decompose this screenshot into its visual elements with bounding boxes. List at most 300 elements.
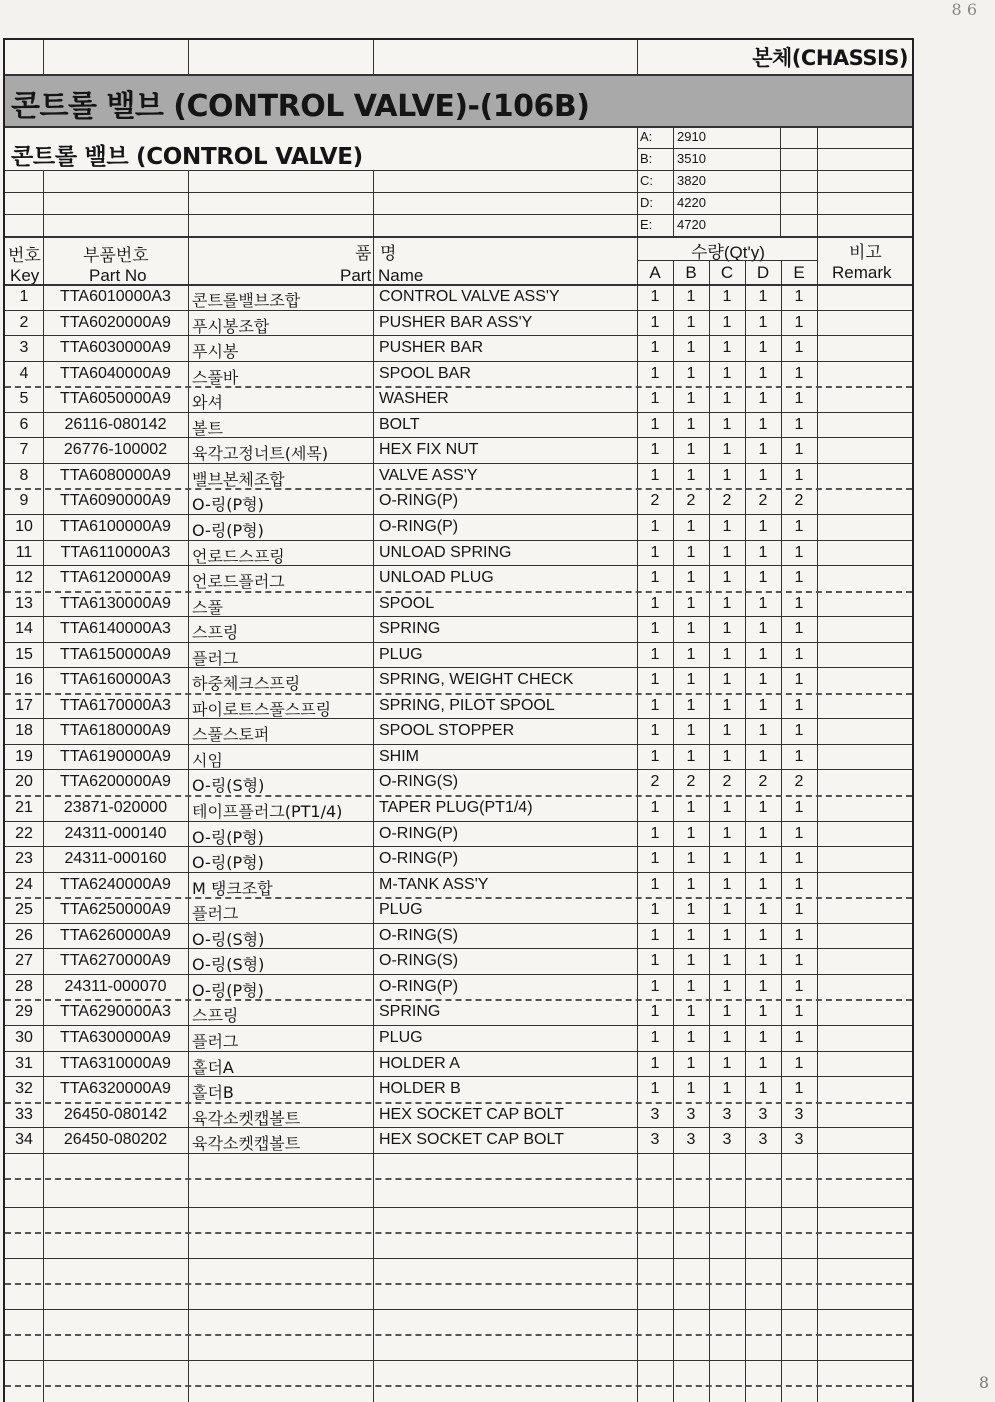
header-remark-en: Remark (832, 263, 892, 282)
row-qty-c: 1 (722, 722, 732, 740)
row-name-english: SPRING (379, 620, 441, 638)
row-qty-e: 1 (794, 466, 804, 484)
row-qty-e: 1 (794, 313, 804, 331)
row-qty-d: 1 (758, 441, 768, 459)
row-qty-c: 1 (722, 875, 732, 893)
row-name-korean: 콘트롤밸브조합 (192, 291, 301, 310)
row-qty-a: 1 (650, 645, 660, 663)
model-code: 4220 (677, 195, 706, 210)
row-name-korean: 파이로트스풀스프링 (192, 699, 332, 719)
grid-line (5, 214, 637, 215)
row-key: 31 (15, 1054, 33, 1072)
row-name-korean: 홀더B (192, 1083, 234, 1103)
row-key: 5 (19, 390, 29, 408)
row-qty-c: 1 (722, 926, 732, 944)
grid-line (5, 1309, 912, 1310)
row-qty-a: 3 (650, 1131, 660, 1149)
grid-line (5, 192, 637, 193)
row-name-english: VALVE ASS'Y (379, 466, 478, 484)
row-qty-a: 1 (650, 390, 660, 408)
row-qty-d: 1 (758, 543, 768, 561)
row-part-number: TTA6190000A9 (60, 747, 171, 765)
grid-line (5, 1258, 912, 1259)
grid-line (5, 872, 912, 873)
row-part-number: TTA6290000A3 (60, 1003, 171, 1021)
row-qty-e: 1 (794, 722, 804, 740)
row-qty-a: 1 (650, 1028, 660, 1046)
grid-line (5, 1207, 912, 1208)
row-key: 24 (15, 875, 33, 893)
row-part-number: 26776-100002 (63, 441, 168, 459)
row-qty-c: 1 (722, 1003, 732, 1021)
row-part-number: TTA6040000A9 (60, 364, 171, 382)
row-qty-b: 2 (686, 773, 696, 791)
qty-col-b: B (685, 263, 697, 282)
row-qty-a: 1 (650, 901, 660, 919)
row-qty-d: 1 (758, 926, 768, 944)
row-key: 4 (19, 364, 29, 382)
qty-col-c: C (720, 263, 734, 282)
row-qty-d: 1 (758, 671, 768, 689)
header-name-en-1: Part (340, 266, 372, 285)
grid-line (5, 463, 912, 464)
grid-line (709, 260, 710, 1402)
row-qty-c: 1 (722, 441, 732, 459)
row-part-number: TTA6090000A9 (60, 492, 171, 510)
row-qty-d: 1 (758, 339, 768, 357)
row-key: 22 (15, 824, 33, 842)
row-part-number: TTA6270000A9 (60, 952, 171, 970)
grid-line (5, 514, 912, 515)
row-name-english: SPRING, PILOT SPOOL (379, 696, 555, 714)
row-name-korean: 언로드플러그 (192, 572, 285, 592)
row-name-english: HEX FIX NUT (379, 441, 479, 459)
row-qty-e: 1 (794, 747, 804, 765)
row-qty-a: 1 (650, 1080, 660, 1098)
header-key-ko: 번호 (8, 246, 41, 265)
grid-line (637, 260, 817, 261)
row-name-korean: 플러그 (192, 1031, 239, 1051)
row-part-number: TTA6150000A9 (60, 645, 171, 663)
grid-line (5, 1076, 912, 1077)
grid-line (5, 821, 912, 822)
parts-sheet (3, 38, 914, 1402)
row-qty-d: 1 (758, 569, 768, 587)
row-part-number: TTA6320000A9 (60, 1080, 171, 1098)
row-qty-e: 1 (794, 799, 804, 816)
grid-line (637, 148, 912, 149)
row-name-korean: M 탱크조합 (192, 878, 273, 898)
row-part-number: TTA6170000A3 (60, 696, 171, 714)
row-qty-d: 1 (758, 1054, 768, 1072)
row-qty-c: 1 (722, 1028, 732, 1046)
row-qty-b: 1 (686, 517, 696, 535)
corner-mark: 8 (978, 1373, 989, 1392)
row-qty-a: 2 (650, 773, 660, 791)
row-qty-e: 1 (794, 1028, 804, 1046)
row-name-korean: O-링(P형) (192, 520, 264, 540)
grid-line (637, 192, 912, 193)
row-name-english: HOLDER A (379, 1054, 460, 1072)
row-qty-a: 1 (650, 543, 660, 561)
row-qty-e: 1 (794, 517, 804, 535)
grid-line (43, 40, 44, 74)
row-qty-c: 1 (722, 747, 732, 765)
grid-line (5, 948, 912, 949)
row-qty-e: 1 (794, 543, 804, 561)
row-qty-e: 1 (794, 594, 804, 612)
header-name-ko-1: 품 (355, 244, 372, 263)
row-key: 1 (19, 288, 29, 305)
page-stamp: 8 6 (951, 0, 977, 19)
row-qty-e: 1 (794, 1054, 804, 1072)
row-qty-d: 3 (758, 1105, 768, 1123)
row-qty-e: 3 (794, 1105, 804, 1123)
grid-line (373, 40, 374, 74)
row-key: 15 (15, 645, 33, 663)
row-qty-c: 1 (722, 620, 732, 638)
row-qty-c: 1 (722, 364, 732, 382)
row-name-korean: 시임 (192, 750, 223, 770)
row-qty-b: 1 (686, 747, 696, 765)
row-qty-b: 1 (686, 364, 696, 382)
grid-line (5, 1127, 912, 1128)
row-name-english: PLUG (379, 645, 423, 663)
row-key: 32 (15, 1080, 33, 1098)
row-qty-a: 1 (650, 799, 660, 816)
grid-line (5, 693, 912, 695)
row-name-korean: 플러그 (192, 648, 239, 668)
grid-line (5, 412, 912, 413)
header-remark-ko: 비고 (849, 243, 882, 262)
row-qty-d: 1 (758, 517, 768, 535)
row-key: 29 (15, 1003, 33, 1021)
row-part-number: 24311-000140 (64, 824, 167, 842)
grid-line (188, 40, 189, 74)
row-qty-a: 2 (650, 492, 660, 510)
row-qty-d: 1 (758, 594, 768, 612)
row-qty-d: 1 (758, 747, 768, 765)
row-qty-e: 1 (794, 1003, 804, 1021)
row-qty-c: 1 (722, 466, 732, 484)
row-qty-a: 1 (650, 824, 660, 842)
grid-line (673, 260, 674, 1402)
row-name-korean: 푸시봉 (192, 342, 239, 362)
row-qty-b: 1 (686, 952, 696, 970)
row-qty-a: 1 (650, 977, 660, 995)
row-qty-d: 1 (758, 390, 768, 408)
grid-line (5, 718, 912, 719)
row-name-english: PUSHER BAR ASS'Y (379, 313, 533, 331)
header-key-en: Key (10, 266, 40, 285)
row-key: 20 (15, 773, 33, 791)
row-qty-a: 1 (650, 1003, 660, 1021)
row-part-number: TTA6240000A9 (60, 875, 171, 893)
row-qty-d: 1 (758, 288, 768, 305)
row-qty-b: 1 (686, 441, 696, 459)
row-key: 34 (15, 1131, 33, 1149)
row-qty-e: 1 (794, 441, 804, 459)
row-name-english: SPOOL BAR (379, 364, 471, 382)
row-qty-d: 1 (758, 850, 768, 868)
row-qty-b: 1 (686, 313, 696, 331)
row-qty-c: 1 (722, 517, 732, 535)
grid-line (5, 923, 912, 924)
row-qty-e: 1 (794, 620, 804, 638)
model-code: 3510 (677, 151, 706, 166)
row-key: 11 (15, 543, 33, 561)
grid-line (5, 386, 912, 388)
row-qty-e: 1 (794, 569, 804, 587)
grid-line (5, 897, 912, 899)
grid-line (637, 126, 638, 236)
row-name-english: O-RING(S) (379, 773, 459, 791)
row-qty-d: 1 (758, 620, 768, 638)
row-qty-e: 1 (794, 952, 804, 970)
grid-line (5, 236, 912, 238)
row-name-english: HEX SOCKET CAP BOLT (379, 1131, 564, 1149)
row-key: 17 (15, 696, 33, 714)
row-qty-b: 1 (686, 288, 696, 305)
page-title: 콘트롤 밸브 (CONTROL VALVE)-(106B) (11, 89, 590, 124)
row-name-korean: O-링(S형) (192, 929, 265, 949)
row-qty-c: 1 (722, 1054, 732, 1072)
row-qty-b: 1 (686, 1003, 696, 1021)
row-qty-c: 1 (722, 288, 732, 305)
model-code: 2910 (677, 129, 706, 144)
row-qty-e: 3 (794, 1131, 804, 1149)
row-key: 6 (19, 415, 29, 433)
row-qty-b: 1 (686, 1080, 696, 1098)
row-qty-a: 1 (650, 288, 660, 305)
row-qty-c: 1 (722, 415, 732, 433)
grid-line (5, 1051, 912, 1052)
row-part-number: TTA6050000A9 (60, 390, 171, 408)
grid-line (673, 126, 674, 236)
grid-line (5, 591, 912, 593)
grid-line (188, 170, 189, 236)
row-name-english: HEX SOCKET CAP BOLT (379, 1105, 564, 1123)
row-key: 18 (15, 722, 33, 740)
row-qty-a: 1 (650, 620, 660, 638)
row-name-korean: 언로드스프링 (192, 546, 285, 566)
row-qty-d: 2 (758, 492, 768, 510)
row-qty-c: 1 (722, 952, 732, 970)
row-qty-a: 1 (650, 926, 660, 944)
row-qty-c: 1 (722, 313, 732, 331)
row-qty-a: 1 (650, 313, 660, 331)
grid-line (637, 214, 912, 215)
row-name-english: O-RING(P) (379, 492, 459, 510)
row-qty-a: 1 (650, 466, 660, 484)
grid-line (5, 488, 912, 490)
row-qty-e: 1 (794, 415, 804, 433)
model-letter: D: (640, 195, 653, 210)
row-name-english: SPOOL (379, 594, 435, 612)
row-name-english: O-RING(S) (379, 952, 459, 970)
row-qty-a: 1 (650, 569, 660, 587)
row-name-english: M-TANK ASS'Y (379, 875, 489, 893)
row-qty-c: 1 (722, 901, 732, 919)
row-key: 13 (15, 594, 33, 612)
grid-line (5, 1102, 912, 1104)
row-name-korean: 볼트 (192, 418, 223, 438)
row-part-number: 26116-080142 (64, 415, 167, 433)
row-qty-e: 1 (794, 645, 804, 663)
row-name-english: UNLOAD PLUG (379, 569, 494, 587)
row-qty-e: 1 (794, 1080, 804, 1098)
qty-col-d: D (756, 263, 770, 282)
row-name-korean: 밸브본체조합 (192, 469, 285, 489)
header-partno-ko: 부품번호 (83, 246, 149, 265)
row-name-korean: 플러그 (192, 904, 239, 924)
row-qty-d: 3 (758, 1131, 768, 1149)
row-qty-d: 1 (758, 1003, 768, 1021)
row-name-english: SPOOL STOPPER (379, 722, 515, 740)
row-name-english: UNLOAD SPRING (379, 543, 512, 561)
model-letter: B: (640, 151, 653, 166)
row-qty-d: 1 (758, 824, 768, 842)
row-qty-b: 1 (686, 569, 696, 587)
row-name-english: HOLDER B (379, 1080, 461, 1098)
row-qty-d: 1 (758, 977, 768, 995)
row-part-number: TTA6160000A3 (60, 671, 171, 689)
row-name-korean: O-링(P형) (192, 980, 264, 1000)
row-qty-d: 1 (758, 1028, 768, 1046)
row-qty-d: 1 (758, 645, 768, 663)
row-qty-b: 1 (686, 1054, 696, 1072)
row-part-number: 23871-020000 (63, 799, 168, 816)
row-key: 16 (15, 671, 33, 689)
section-label: 본체(CHASSIS) (752, 46, 908, 70)
grid-line (373, 170, 374, 236)
model-letter: E: (640, 217, 653, 232)
row-qty-b: 1 (686, 901, 696, 919)
row-qty-e: 1 (794, 390, 804, 408)
row-qty-d: 1 (758, 875, 768, 893)
row-qty-e: 1 (794, 339, 804, 357)
grid-line (5, 846, 912, 847)
model-code: 4720 (677, 217, 706, 232)
row-name-english: PLUG (379, 901, 423, 919)
row-name-korean: 하중체크스프링 (192, 674, 301, 694)
row-qty-b: 1 (686, 415, 696, 433)
grid-line (43, 170, 44, 236)
row-name-english: CONTROL VALVE ASS'Y (379, 288, 560, 305)
qty-col-e: E (793, 263, 805, 282)
row-qty-e: 1 (794, 671, 804, 689)
row-key: 12 (15, 569, 33, 587)
row-name-english: TAPER PLUG(PT1/4) (379, 799, 533, 816)
row-qty-b: 1 (686, 696, 696, 714)
row-part-number: TTA6140000A3 (60, 620, 171, 638)
row-qty-e: 2 (794, 773, 804, 791)
row-qty-e: 1 (794, 824, 804, 842)
row-part-number: 26450-080202 (63, 1131, 168, 1149)
row-name-english: O-RING(P) (379, 850, 459, 868)
grid-line (5, 1153, 912, 1154)
row-name-korean: 스풀스토퍼 (192, 725, 270, 745)
row-qty-b: 1 (686, 645, 696, 663)
row-part-number: 24311-000070 (64, 977, 167, 995)
row-key: 3 (19, 339, 29, 357)
row-qty-a: 1 (650, 850, 660, 868)
row-qty-a: 1 (650, 696, 660, 714)
row-qty-b: 1 (686, 977, 696, 995)
row-key: 28 (15, 977, 33, 995)
grid-line (5, 1360, 912, 1361)
grid-line (5, 335, 912, 336)
row-qty-b: 1 (686, 466, 696, 484)
row-qty-e: 1 (794, 288, 804, 305)
grid-line (5, 999, 912, 1001)
grid-line (637, 170, 912, 171)
row-qty-b: 1 (686, 1028, 696, 1046)
row-qty-c: 1 (722, 390, 732, 408)
row-qty-b: 1 (686, 850, 696, 868)
grid-line (5, 744, 912, 745)
row-qty-a: 1 (650, 1054, 660, 1072)
grid-line (637, 126, 912, 127)
row-key: 30 (15, 1028, 33, 1046)
row-name-korean: 푸시봉조합 (192, 316, 270, 336)
row-qty-d: 1 (758, 1080, 768, 1098)
row-part-number: TTA6100000A9 (60, 517, 171, 535)
row-key: 33 (15, 1105, 33, 1123)
header-partno-en: Part No (89, 266, 147, 285)
row-name-korean: O-링(S형) (192, 776, 265, 796)
grid-line (5, 1178, 912, 1180)
row-qty-d: 1 (758, 466, 768, 484)
row-qty-e: 2 (794, 492, 804, 510)
grid-line (5, 437, 912, 438)
model-code: 3820 (677, 173, 706, 188)
row-qty-b: 1 (686, 722, 696, 740)
grid-line (5, 361, 912, 362)
row-qty-b: 2 (686, 492, 696, 510)
row-qty-d: 1 (758, 364, 768, 382)
row-qty-b: 3 (686, 1105, 696, 1123)
row-key: 2 (19, 313, 29, 331)
row-part-number: TTA6120000A9 (60, 569, 171, 587)
grid-line (5, 170, 637, 171)
row-qty-a: 1 (650, 441, 660, 459)
grid-line (5, 1283, 912, 1285)
row-qty-a: 1 (650, 747, 660, 765)
row-qty-c: 2 (722, 492, 732, 510)
row-key: 21 (15, 799, 33, 816)
row-qty-e: 1 (794, 901, 804, 919)
row-qty-d: 2 (758, 773, 768, 791)
model-letter: C: (640, 173, 653, 188)
row-name-english: O-RING(S) (379, 926, 459, 944)
row-name-korean: 스프링 (192, 1006, 239, 1026)
row-qty-d: 1 (758, 952, 768, 970)
grid-line (5, 1232, 912, 1234)
row-qty-c: 3 (722, 1131, 732, 1149)
row-name-english: PLUG (379, 1028, 423, 1046)
row-qty-d: 1 (758, 313, 768, 331)
row-qty-c: 1 (722, 671, 732, 689)
header-name-ko-2: 명 (380, 244, 397, 263)
row-qty-b: 1 (686, 620, 696, 638)
row-qty-b: 1 (686, 824, 696, 842)
row-name-korean: 육각소켓캡볼트 (192, 1108, 301, 1128)
row-qty-a: 1 (650, 517, 660, 535)
row-qty-a: 1 (650, 594, 660, 612)
row-name-korean: 육각소켓캡볼트 (192, 1134, 301, 1154)
row-qty-d: 1 (758, 722, 768, 740)
